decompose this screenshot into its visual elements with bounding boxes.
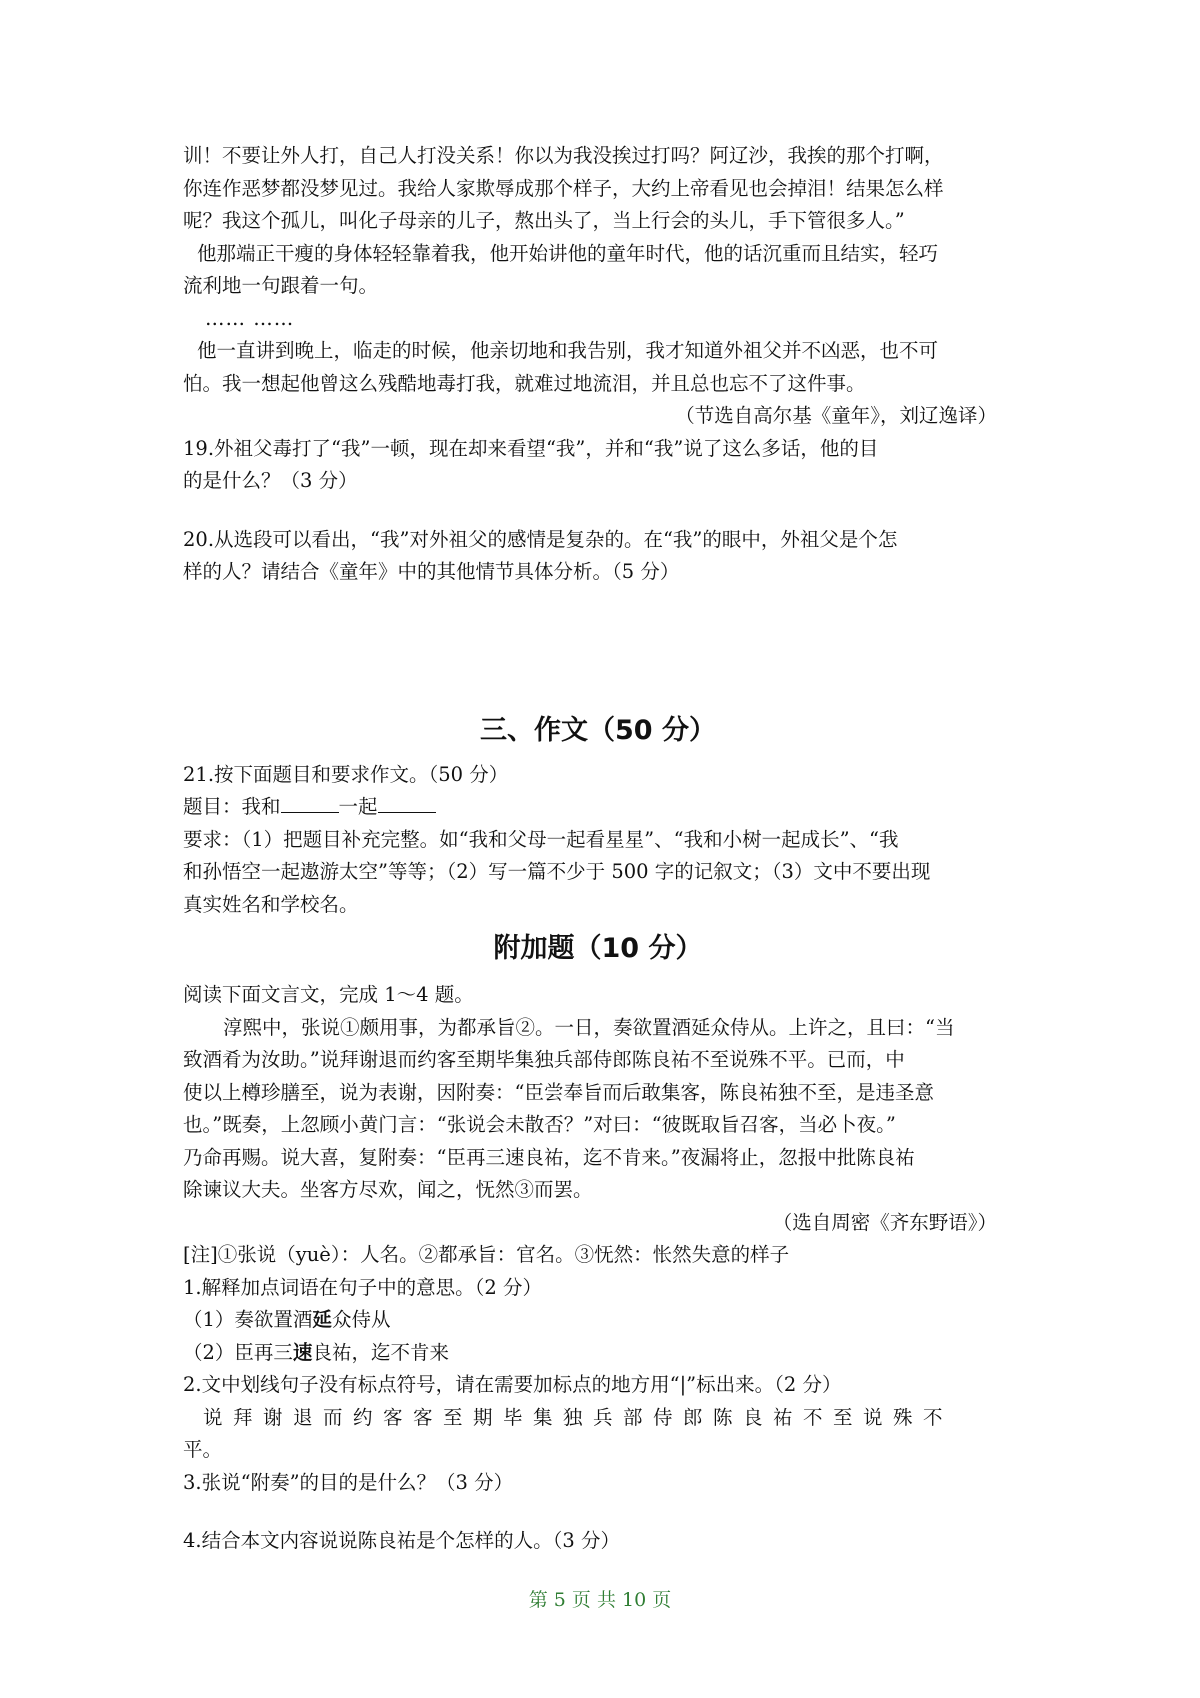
annotation-note: [注]①张说（yuè）：人名。②都承旨：官名。③怃然：怅然失意的样子	[183, 1243, 790, 1266]
q1b-pre: （2）臣再三	[183, 1340, 293, 1364]
title-prefix: 题目：我和	[183, 795, 281, 818]
extra-question-2: 2.文中划线句子没有标点符号，请在需要加标点的地方用“|”标出来。（2 分）	[183, 1373, 842, 1396]
extra-intro: 阅读下面文言文，完成 1～4 题。	[183, 983, 474, 1006]
unpunctuated-sentence: 说拜谢退而约客客至期毕集独兵部侍郎陈良祐不至说殊不	[203, 1405, 954, 1429]
composition-title	[183, 791, 1013, 824]
question-21: 21.按下面题目和要求作文。（50 分）	[183, 762, 509, 786]
title-blank-1	[281, 794, 339, 813]
extra-question-1a	[183, 1304, 1013, 1337]
question-19-cont: 的是什么？（3 分）	[183, 469, 358, 492]
classical-text-line: 也。”既奏，上忽顾小黄门言：“张说会未散否？”对曰：“彼既取旨召客，当必卜夜。”	[183, 1113, 896, 1136]
classical-text-line: 除谏议大夫。坐客方尽欢，闻之，怃然③而罢。	[183, 1178, 593, 1201]
extra-question-3: 3.张说“附奏”的目的是什么？（3 分）	[183, 1470, 514, 1494]
passage-line: 怕。我一想起他曾这么残酷地毒打我，就难过地流泪，并且总也忘不了这件事。	[183, 371, 866, 395]
dotted-word-su: 速	[292, 1340, 313, 1364]
passage-line: 训！不要让外人打，自己人打没关系！你以为我没挨过打吗？阿辽沙，我挨的那个打啊，	[183, 144, 944, 167]
classical-source: （选自周密《齐东野语》）	[772, 1210, 997, 1234]
question-20-cont: 样的人？请结合《童年》中的其他情节具体分析。（5 分）	[183, 560, 680, 583]
title-blank-2	[378, 794, 436, 813]
requirement-line: 和孙悟空一起遨游太空”等等；（2）写一篇不少于 500 字的记叙文；（3）文中不要出现	[183, 860, 931, 883]
passage-source: （节选自高尔基《童年》，刘辽逸译）	[675, 404, 997, 427]
question-20: 20.从选段可以看出，“我”对外祖父的感情是复杂的。在“我”的眼中，外祖父是个怎	[183, 527, 898, 551]
passage-line: 他那端正干瘦的身体轻轻靠着我，他开始讲他的童年时代，他的话沉重而且结实，轻巧	[197, 241, 939, 265]
passage-line: 呢？我这个孤儿，叫化子母亲的儿子，熬出头了，当上行会的头儿，手下管很多人。”	[183, 209, 905, 232]
unpunctuated-sentence-cont: 平。	[183, 1438, 223, 1461]
title-middle: 一起	[338, 795, 378, 818]
extra-question-4: 4.结合本文内容说说陈良祐是个怎样的人。（3 分）	[183, 1529, 620, 1552]
classical-text-line: 致酒肴为汝助。”说拜谢退而约客至期毕集独兵部侍郎陈良祐不至说殊不平。已而，中	[183, 1048, 905, 1071]
q1b-post: 良祐，迄不肯来	[312, 1340, 449, 1364]
passage-line: 你连作恶梦都没梦见过。我给人家欺辱成那个样子，大约上帝看见也会掉泪！结果怎么样	[183, 176, 944, 200]
page-content	[183, 140, 1013, 1558]
requirement-line: 真实姓名和学校名。	[183, 892, 359, 916]
classical-text-line: 乃命再赐。说大喜，复附奏：“臣再三速良祐，迄不肯来。”夜漏将止，忽报中批陈良祐	[183, 1145, 915, 1169]
classical-text-line: 使以上樽珍膳至，说为表谢，因附奏：“臣尝奉旨而后敢集客，陈良祐独不至，是违圣意	[183, 1080, 934, 1104]
passage-line: 流利地一句跟着一句。	[183, 274, 379, 297]
extra-heading: 附加题（10 分）	[493, 933, 703, 964]
dotted-word-yan: 延	[312, 1308, 332, 1331]
ellipsis: …… ……	[205, 306, 295, 330]
requirement-line: 要求：（1）把题目补充完整。如“我和父母一起看星星”、“我和小树一起成长”、“我	[183, 827, 899, 851]
extra-question-1: 1.解释加点词语在句子中的意思。（2 分）	[183, 1275, 542, 1299]
q1a-pre: （1）奏欲置酒	[183, 1308, 313, 1331]
passage-line: 他一直讲到晚上，临走的时候，他亲切地和我告别，我才知道外祖父并不凶恶，也不可	[197, 339, 939, 362]
composition-heading: 三、作文（50 分）	[480, 714, 716, 746]
question-19: 19.外祖父毒打了“我”一顿，现在却来看望“我”，并和“我”说了这么多话，他的目	[183, 436, 879, 460]
extra-question-1b	[183, 1337, 1013, 1370]
page-footer: 第 5 页 共 10 页	[528, 1589, 672, 1611]
classical-text-line: 淳熙中，张说①颇用事，为都承旨②。一日，奏欲置酒延众侍从。上许之，且曰：“当	[223, 1015, 955, 1039]
q1a-post: 众侍从	[331, 1308, 391, 1331]
